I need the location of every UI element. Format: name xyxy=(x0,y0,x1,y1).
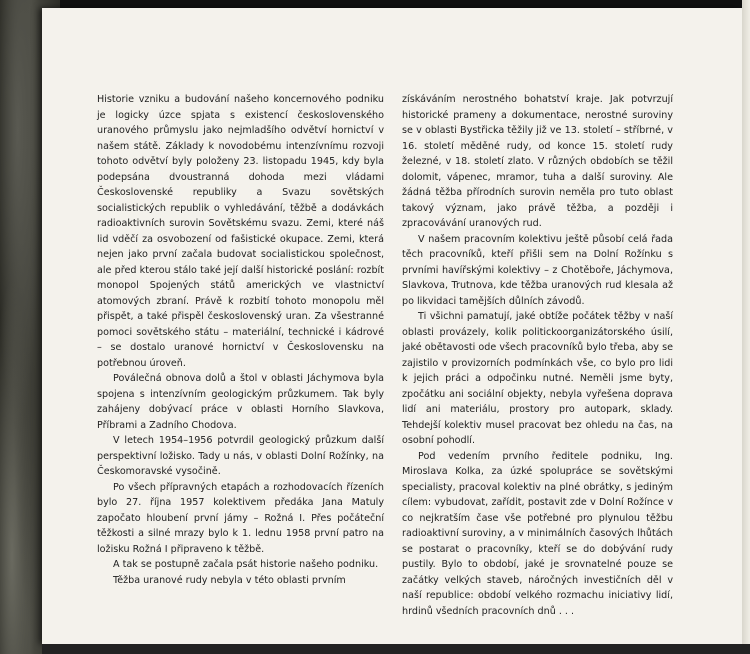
paragraph: V letech 1954–1956 potvrdil geologický průzkum další perspektivní ložisko. Tady u nás, v oblasti Dolní Rožínky, na Českomoravské vysočině. xyxy=(97,435,384,477)
paragraph: Po všech přípravných etapách a rozhodovacích řízeních bylo 27. října 1957 kolektivem předáka Jana Matuly započato hloubení první jámy – Rožná I. Přes počáteční těžkosti a silné mrazy bylo k 1. lednu 1958 první patro na ložisku Rožná I připraveno k těžbě. xyxy=(97,481,384,555)
text-column-right xyxy=(402,92,673,619)
text-column-left xyxy=(97,92,384,588)
paragraph: Ti všichni pamatují, jaké obtíže počátek těžby v naší oblasti provázely, kolik politickoorganizátorského úsilí, jaké obětavosti ode všech pracovníků bylo třeba, aby se zajistilo v provizorních podmínkách vše, co bylo pro lidi k jejich práci a odpočinku nutné. Neměli jsme byty, zpočátku ani sociální objekty, nebyla vyřešena doprava lidí ani materiálu, prostory pro autopark, sklady. Tehdejší kolektiv musel pracovat bez ohledu na čas, na osobní pohodlí. xyxy=(402,311,673,446)
paragraph: A tak se postupně začala psát historie našeho podniku. xyxy=(113,559,379,570)
paragraph: získáváním nerostného bohatství kraje. Jak potvrzují historické prameny a dokumentace, nerostné suroviny se v oblasti Bystřicka těžily již ve 13. století – stříbrné, v 16. století měděné rudy, od konce 15. století rudy železné, v 18. století zlato. V různých obdobích se těžil dolomit, vápenec, mramor, tuha a další suroviny. Ale žádná těžba přírodních surovin neměla pro tuto oblast takový význam, jako právě těžba, a později i zpracovávání uranových rud. xyxy=(402,94,673,229)
paragraph: Pod vedením prvního ředitele podniku, Ing. Miroslava Kolka, za úzké spolupráce se sovětskými specialisty, pracoval kolektiv na plné obrátky, s jediným cílem: vybudovat, zařídit, postavit zde v Dolní Rožínce v co nejkratším čase vše potřebné pro plynulou těžbu radioaktivní suroviny, a v minimálních časových lhůtách se postarat o pracovníky, kteří se do dobývání rudy pustily. Bylo to období, jaké je srovnatelné pouze se začátky velkých staveb, náročných investičních děl v naší republice: období velkého rozmachu iniciativy lidí, hrdinů všedních pracovních dnů . . . xyxy=(402,450,673,617)
paragraph: Historie vzniku a budování našeho koncernového podniku je logicky úzce spjata s existencí československého uranového průmyslu jako nejmladšího odvětví hornictví v našem státě. Základy k novodobému intenzívnímu rozvoji tohoto odvětví byly položeny 23. listopadu 1945, kdy byla podepsána dvoustranná dohoda mezi vládami Československé republiky a Svazu sovětských socialistických republik o vyhledávání, těžbě a dodávkách radioaktivních surovin Sovětskému svazu. Zemi, které náš lid vděčí za osvobození od fašistické okupace. Zemi, která nejen jako první začala budovat socialistickou společnost, ale před kterou stálo také její další historické poslání: rozbít monopol Spojených států amerických ve vlastnictví atomových zbraní. Právě k rozbití tohoto monopolu měl přispět, a také přispěl československý uran. Za všestranné pomoci sovětského státu – materiální, technické i kádrové – se dostalo uranové hornictví v Československu na potřebnou úroveň. xyxy=(97,94,384,369)
scan-border-bottom xyxy=(42,644,750,654)
paragraph: Poválečná obnova dolů a štol v oblasti Jáchymova byla spojena s intenzívním geologickým průzkumem. Tak byly zahájeny dobývací práce v oblasti Horního Slavkova, Příbrami a Zadního Chodova. xyxy=(97,373,384,431)
page-edge-right xyxy=(742,0,750,654)
paragraph: V našem pracovním kolektivu ještě působí celá řada těch pracovníků, kteří přišli sem na Dolní Rožínku s prvními havířskými kolektivy – z Chotěboře, Jáchymova, Slavkova, Trutnova, kde těžba uranových rud klesala až po likvidaci tamějších důlních závodů. xyxy=(402,233,673,307)
paragraph: Těžba uranové rudy nebyla v této oblasti prvním xyxy=(113,574,346,586)
